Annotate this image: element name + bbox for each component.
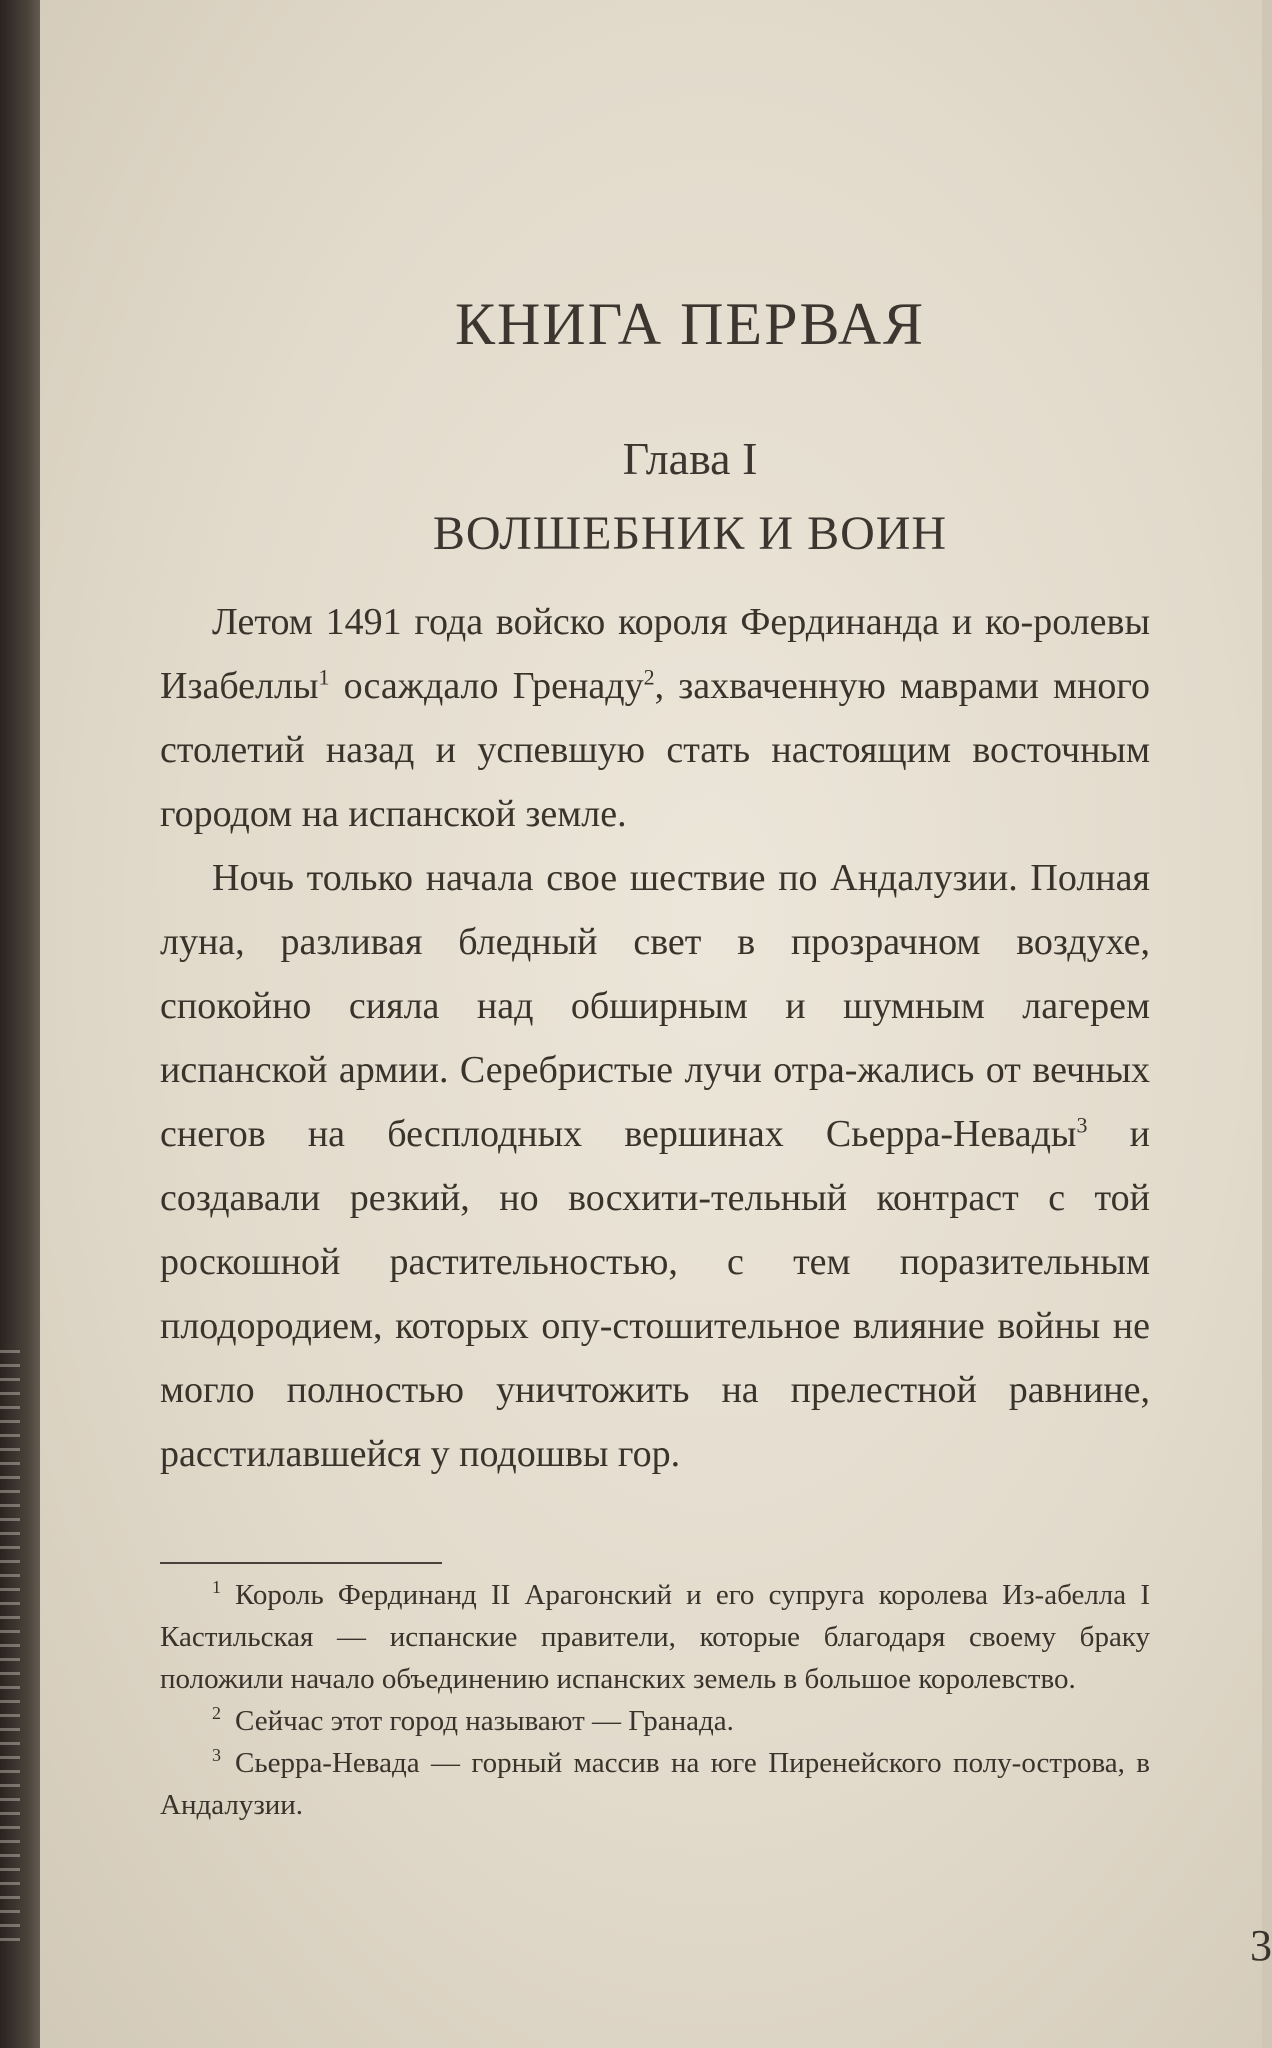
page-edge: [0, 1350, 20, 1950]
footnote-text: Король Фердинанд II Арагонский и его супруга королева Из-абелла I Кастильская — испанские правители, которые благодаря своему браку положили начало объединению испанских земель в большое королевство.: [160, 1579, 1150, 1695]
paragraph-text: Летом 1491 года войско короля Фердинанда и ко-ролевы Изабеллы: [160, 601, 1150, 707]
footnote-3: [160, 1742, 1150, 1826]
paragraph-2: [160, 846, 1150, 1486]
paragraph-text: , захваченную маврами много столетий назад и успевшую стать настоящим восточным городом на испанской земле.: [160, 665, 1150, 835]
footnote-divider: [160, 1562, 442, 1564]
body-text: [160, 590, 1150, 1486]
book-title: КНИГА ПЕРВАЯ: [454, 291, 926, 357]
footnote-mark: 2: [212, 1703, 221, 1724]
book-page: [40, 0, 1272, 2048]
footnote-text: Сейчас этот город называют — Гранада.: [235, 1705, 734, 1737]
paragraph-text: Ночь только начала свое шествие по Андалузии. Полная луна, разливая бледный свет в прозрачном воздухе, спокойно сияла над обширным и шумным лагерем испанской армии. Серебристые лучи отра-жались от вечных снегов на бесплодных вершинах Сьерра-Невады: [160, 857, 1150, 1155]
footnote-1: [160, 1574, 1150, 1700]
footnote-ref-3: 3: [1076, 1112, 1088, 1138]
footnote-mark: 1: [212, 1577, 221, 1598]
footnote-ref-2: 2: [643, 664, 655, 690]
paragraph-1: [160, 590, 1150, 846]
paragraph-text: осаждало Гренаду: [329, 665, 644, 707]
paragraph-text: и создавали резкий, но восхити-тельный контраст с той роскошной растительностью, с тем поразительным плодородием, которых опу-стошительное влияние войны не могло полностью уничтожить на прелестной равнине, расстилавшейся у подошвы гор.: [160, 1113, 1150, 1475]
footnote-2: [160, 1700, 1150, 1742]
footnote-ref-1: 1: [318, 664, 330, 690]
footnote-text: Сьерра-Невада — горный массив на юге Пиренейского полу-острова, в Андалузии.: [160, 1747, 1150, 1821]
footnote-mark: 3: [212, 1745, 221, 1766]
chapter-number: Глава I: [622, 433, 758, 484]
chapter-title: ВОЛШЕБНИК И ВОИН: [432, 507, 948, 560]
footnotes: [160, 1574, 1150, 1826]
page-number: 3: [1250, 1921, 1272, 1970]
